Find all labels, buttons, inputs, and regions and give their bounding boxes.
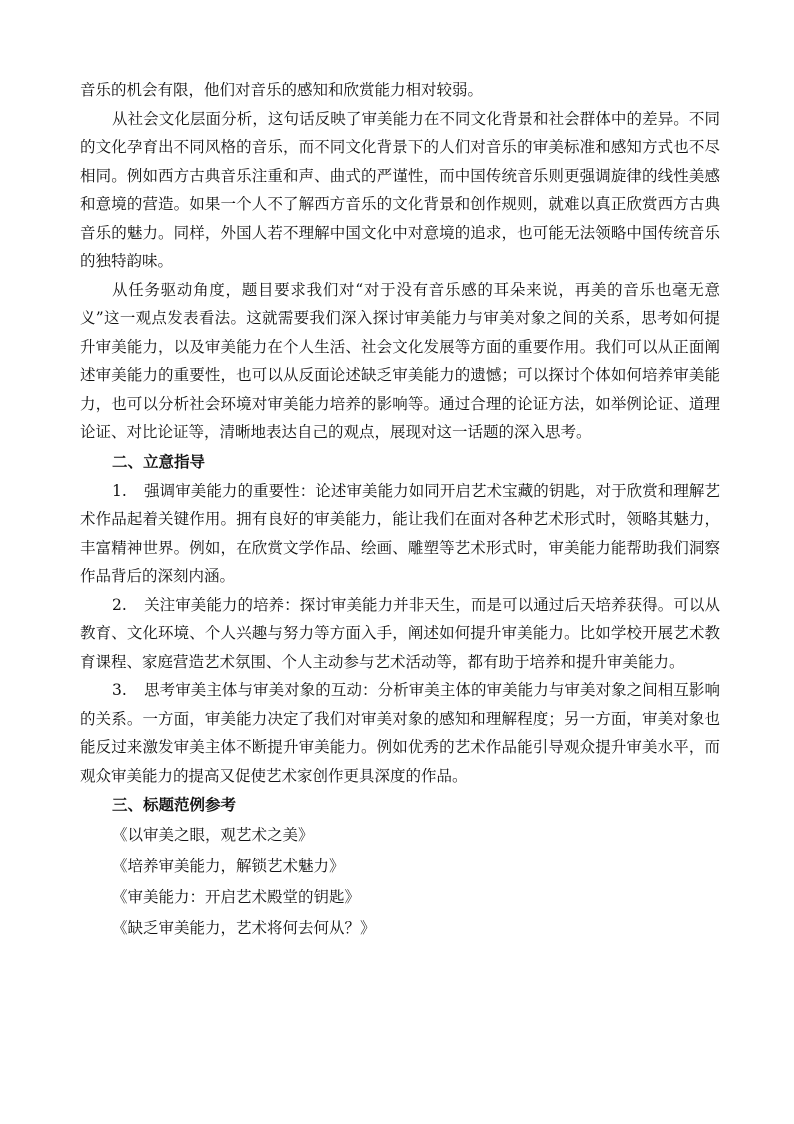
list-item-text: 思考审美主体与审美对象的互动：分析审美主体的审美能力与审美对象之间相互影响的关系。一方面，审美能力决定了我们对审美对象的感知和理解程度；另一方面，审美对象也能反过来激发审美主体不断提升审美能力。例如优秀的艺术作品能引导观众提升审美水平，而观众审美能力的提高又促使艺术家创作更具深度的作品。 (80, 681, 720, 785)
list-item-text: 强调审美能力的重要性：论述审美能力如同开启艺术宝藏的钥匙，对于欣赏和理解艺术作品起着关键作用。拥有良好的审美能力，能让我们在面对各种艺术形式时，领略其魅力，丰富精神世界。例如，在欣赏文学作品、绘画、雕塑等艺术形式时，审美能力能帮助我们洞察作品背后的深刻内涵。 (80, 481, 720, 585)
paragraph-task-driven: 从任务驱动角度，题目要求我们对“对于没有音乐感的耳朵来说，再美的音乐也毫无意义”这一观点发表看法。这就需要我们深入探讨审美能力与审美对象之间的关系，思考如何提升审美能力，以及审美能力在个人生活、社会文化发展等方面的重要作用。我们可以从正面阐述审美能力的重要性，也可以从反面论述缺乏审美能力的遗憾；可以探讨个体如何培养审美能力，也可以分析社会环境对审美能力培养的影响等。通过合理的论证方法，如举例论证、道理论证、对比论证等，清晰地表达自己的观点，展现对这一话题的深入思考。 (80, 280, 720, 441)
list-item-1 (80, 477, 720, 591)
paragraph-continuation: 音乐的机会有限，他们对音乐的感知和欣赏能力相对较弱。 (80, 81, 484, 99)
list-item-number: 1. (112, 481, 127, 500)
paragraph-social-culture: 从社会文化层面分析，这句话反映了审美能力在不同文化背景和社会群体中的差异。不同的文化孕育出不同风格的音乐，而不同文化背景下的人们对音乐的审美标准和感知方式也不尽相同。例如西方古典音乐注重和声、曲式的严谨性，而中国传统音乐则更强调旋律的线性美感和意境的营造。如果一个人不了解西方音乐的文化背景和创作规则，就难以真正欣赏西方古典音乐的魅力。同样，外国人若不理解中国文化中对意境的追求，也可能无法领略中国传统音乐的独特韵味。 (80, 109, 720, 270)
title-example-1: 《以审美之眼，观艺术之美》 (112, 826, 314, 844)
section-heading-theme-guidance: 二、立意指导 (112, 452, 206, 471)
section-heading-title-examples: 三、标题范例参考 (112, 796, 237, 814)
list-item-text: 关注审美能力的培养：探讨审美能力并非天生，而是可以通过后天培养获得。可以从教育、文化环境、个人兴趣与努力等方面入手，阐述如何提升审美能力。比如学校开展艺术教育课程、家庭营造艺术氛围、个人主动参与艺术活动等，都有助于培养和提升审美能力。 (80, 595, 720, 671)
title-example-4: 《缺乏审美能力，艺术将何去何从？》 (112, 919, 376, 937)
document-body (80, 76, 720, 944)
title-example-3: 《审美能力：开启艺术殿堂的钥匙》 (112, 888, 361, 906)
list-item-2 (80, 591, 720, 677)
title-example-2: 《培养审美能力，解锁艺术魅力》 (112, 857, 345, 875)
list-item-number: 3. (112, 681, 127, 699)
list-item-number: 2. (112, 595, 127, 614)
list-item-3 (80, 676, 720, 790)
